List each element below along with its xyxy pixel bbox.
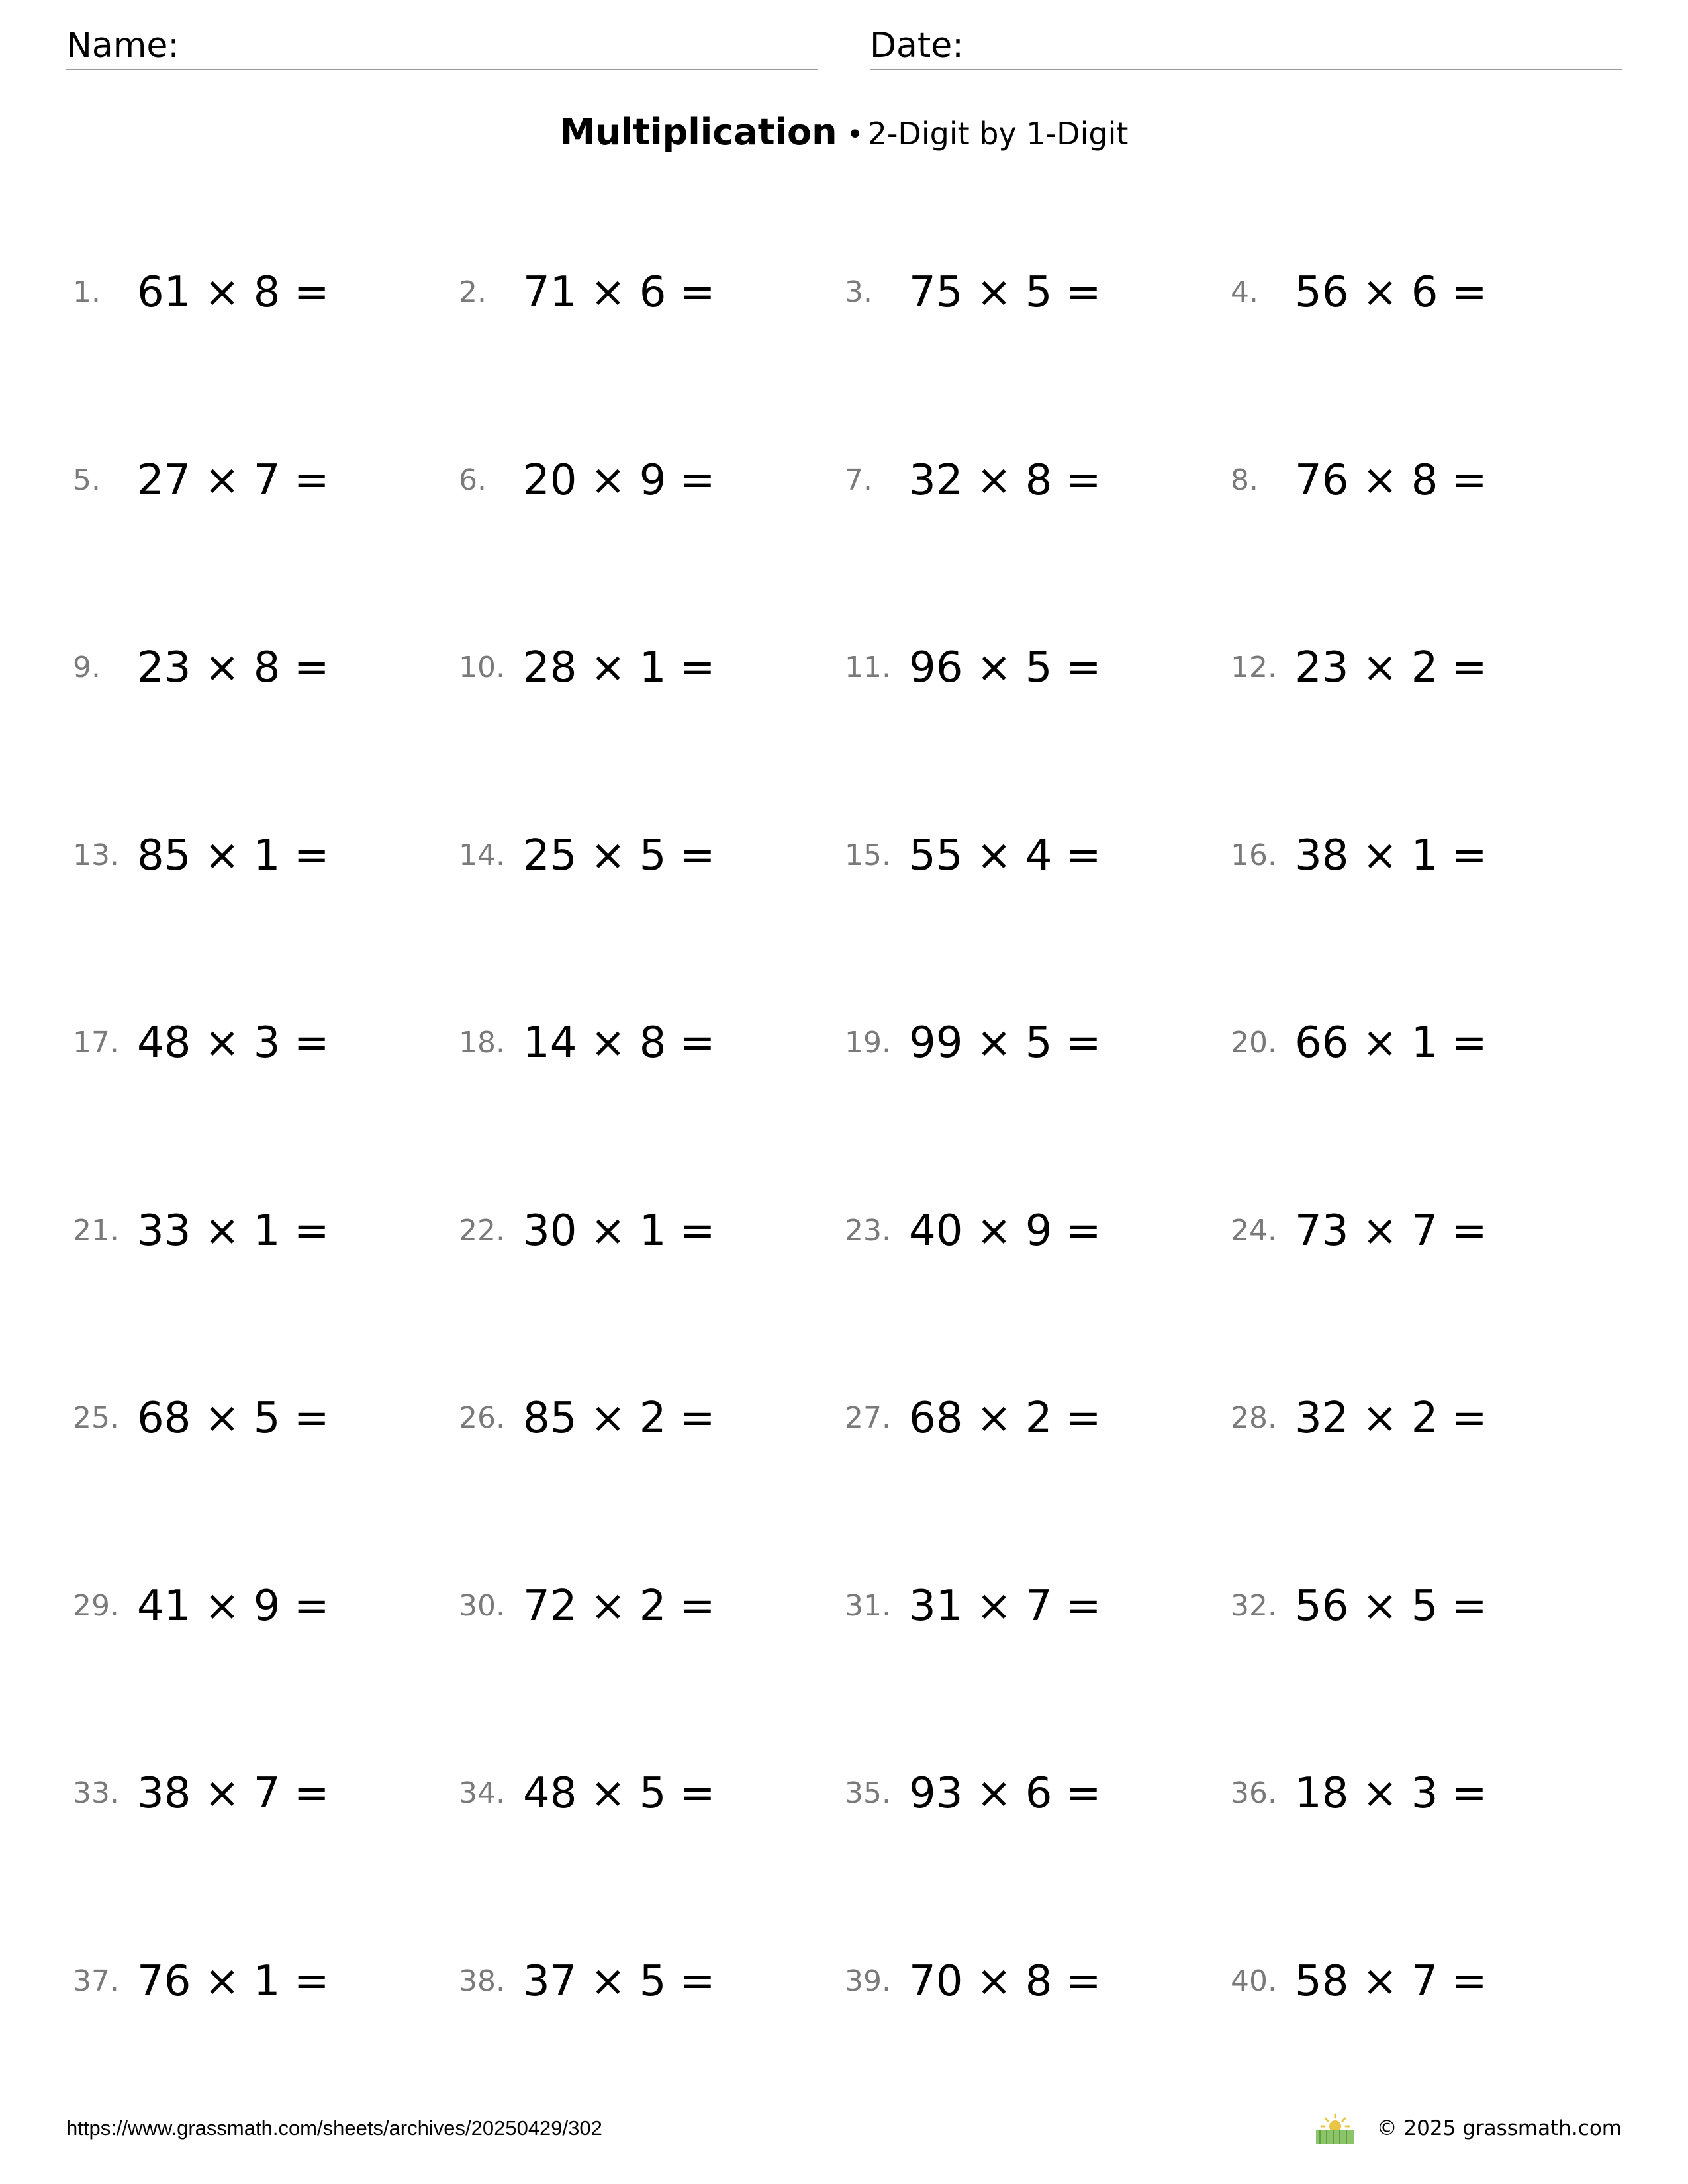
problem-number: 3. <box>845 275 872 309</box>
problem-number: 11. <box>845 651 891 684</box>
problem-number: 13. <box>73 839 119 872</box>
problem-expression: 25 × 5 = <box>523 831 716 880</box>
problem-expression: 55 × 4 = <box>909 831 1102 880</box>
problem-expression: 41 × 9 = <box>137 1582 330 1631</box>
problem-number: 33. <box>73 1776 119 1810</box>
problem-expression: 58 × 7 = <box>1295 1957 1487 2006</box>
problem-expression: 93 × 6 = <box>909 1769 1102 1818</box>
problem-number: 24. <box>1231 1214 1277 1248</box>
problem-number: 25. <box>73 1401 119 1435</box>
problem-expression: 32 × 2 = <box>1295 1394 1487 1443</box>
problem-expression: 14 × 8 = <box>523 1019 716 1068</box>
problem-number: 9. <box>73 651 101 684</box>
problem-expression: 32 × 8 = <box>909 456 1102 505</box>
problem-number: 38. <box>459 1964 505 1998</box>
problem-number: 22. <box>459 1214 505 1248</box>
problem-number: 20. <box>1231 1026 1277 1060</box>
problem-number: 17. <box>73 1026 119 1060</box>
problem-number: 27. <box>845 1401 891 1435</box>
problem-expression: 20 × 9 = <box>523 456 716 505</box>
problem-expression: 68 × 2 = <box>909 1394 1102 1443</box>
problem-number: 21. <box>73 1214 119 1248</box>
problem-expression: 68 × 5 = <box>137 1394 330 1443</box>
problem-expression: 23 × 8 = <box>137 643 330 692</box>
problem-number: 10. <box>459 651 505 684</box>
problem-number: 6. <box>459 463 487 497</box>
problem-number: 4. <box>1231 275 1258 309</box>
problem-number: 18. <box>459 1026 505 1060</box>
problem-number: 40. <box>1231 1964 1277 1998</box>
problem-number: 23. <box>845 1214 891 1248</box>
problem-number: 29. <box>73 1589 119 1623</box>
problem-expression: 38 × 1 = <box>1295 831 1487 880</box>
problem-expression: 85 × 2 = <box>523 1394 716 1443</box>
footer-branding <box>1312 2109 1622 2148</box>
problem-expression: 48 × 3 = <box>137 1019 330 1068</box>
problem-number: 31. <box>845 1589 891 1623</box>
problem-expression: 31 × 7 = <box>909 1582 1102 1631</box>
problem-number: 15. <box>845 839 891 872</box>
problem-number: 1. <box>73 275 101 309</box>
footer-url: https://www.grassmath.com/sheets/archives/20250429/302 <box>66 2116 602 2140</box>
worksheet-title <box>0 106 1688 167</box>
title-main: Multiplication <box>559 111 837 153</box>
problem-expression: 76 × 1 = <box>137 1957 330 2006</box>
problem-number: 28. <box>1231 1401 1277 1435</box>
problem-number: 14. <box>459 839 505 872</box>
problem-expression: 56 × 5 = <box>1295 1582 1487 1631</box>
problem-expression: 73 × 7 = <box>1295 1206 1487 1255</box>
problem-number: 37. <box>73 1964 119 1998</box>
problem-expression: 85 × 1 = <box>137 831 330 880</box>
problem-expression: 37 × 5 = <box>523 1957 716 2006</box>
problem-number: 2. <box>459 275 487 309</box>
problem-expression: 28 × 1 = <box>523 643 716 692</box>
problem-number: 34. <box>459 1776 505 1810</box>
problem-number: 16. <box>1231 839 1277 872</box>
problem-number: 7. <box>845 463 872 497</box>
problem-expression: 27 × 7 = <box>137 456 330 505</box>
grass-sun-logo-icon <box>1312 2112 1358 2145</box>
problem-expression: 75 × 5 = <box>909 268 1102 317</box>
problem-number: 5. <box>73 463 101 497</box>
name-label: Name: <box>66 26 179 66</box>
problem-expression: 99 × 5 = <box>909 1019 1102 1068</box>
problem-number: 35. <box>845 1776 891 1810</box>
problem-number: 32. <box>1231 1589 1277 1623</box>
problem-expression: 72 × 2 = <box>523 1582 716 1631</box>
problem-expression: 71 × 6 = <box>523 268 716 317</box>
problem-expression: 76 × 8 = <box>1295 456 1487 505</box>
problem-number: 26. <box>459 1401 505 1435</box>
problem-expression: 40 × 9 = <box>909 1206 1102 1255</box>
problem-number: 19. <box>845 1026 891 1060</box>
title-separator: • <box>846 118 864 152</box>
problem-number: 8. <box>1231 463 1258 497</box>
title-subtitle: 2-Digit by 1-Digit <box>867 116 1129 152</box>
problem-expression: 70 × 8 = <box>909 1957 1102 2006</box>
problem-expression: 30 × 1 = <box>523 1206 716 1255</box>
problem-expression: 56 × 6 = <box>1295 268 1487 317</box>
name-field[interactable] <box>66 23 818 70</box>
problem-number: 36. <box>1231 1776 1277 1810</box>
problem-number: 39. <box>845 1964 891 1998</box>
problem-expression: 61 × 8 = <box>137 268 330 317</box>
problem-expression: 48 × 5 = <box>523 1769 716 1818</box>
problem-expression: 66 × 1 = <box>1295 1019 1487 1068</box>
problem-number: 30. <box>459 1589 505 1623</box>
footer-copyright: © 2025 grassmath.com <box>1376 2116 1622 2140</box>
problem-expression: 96 × 5 = <box>909 643 1102 692</box>
date-label: Date: <box>870 26 964 66</box>
problem-expression: 18 × 3 = <box>1295 1769 1487 1818</box>
problem-expression: 23 × 2 = <box>1295 643 1487 692</box>
problem-expression: 38 × 7 = <box>137 1769 330 1818</box>
problem-expression: 33 × 1 = <box>137 1206 330 1255</box>
problem-number: 12. <box>1231 651 1277 684</box>
date-field[interactable] <box>870 23 1622 70</box>
